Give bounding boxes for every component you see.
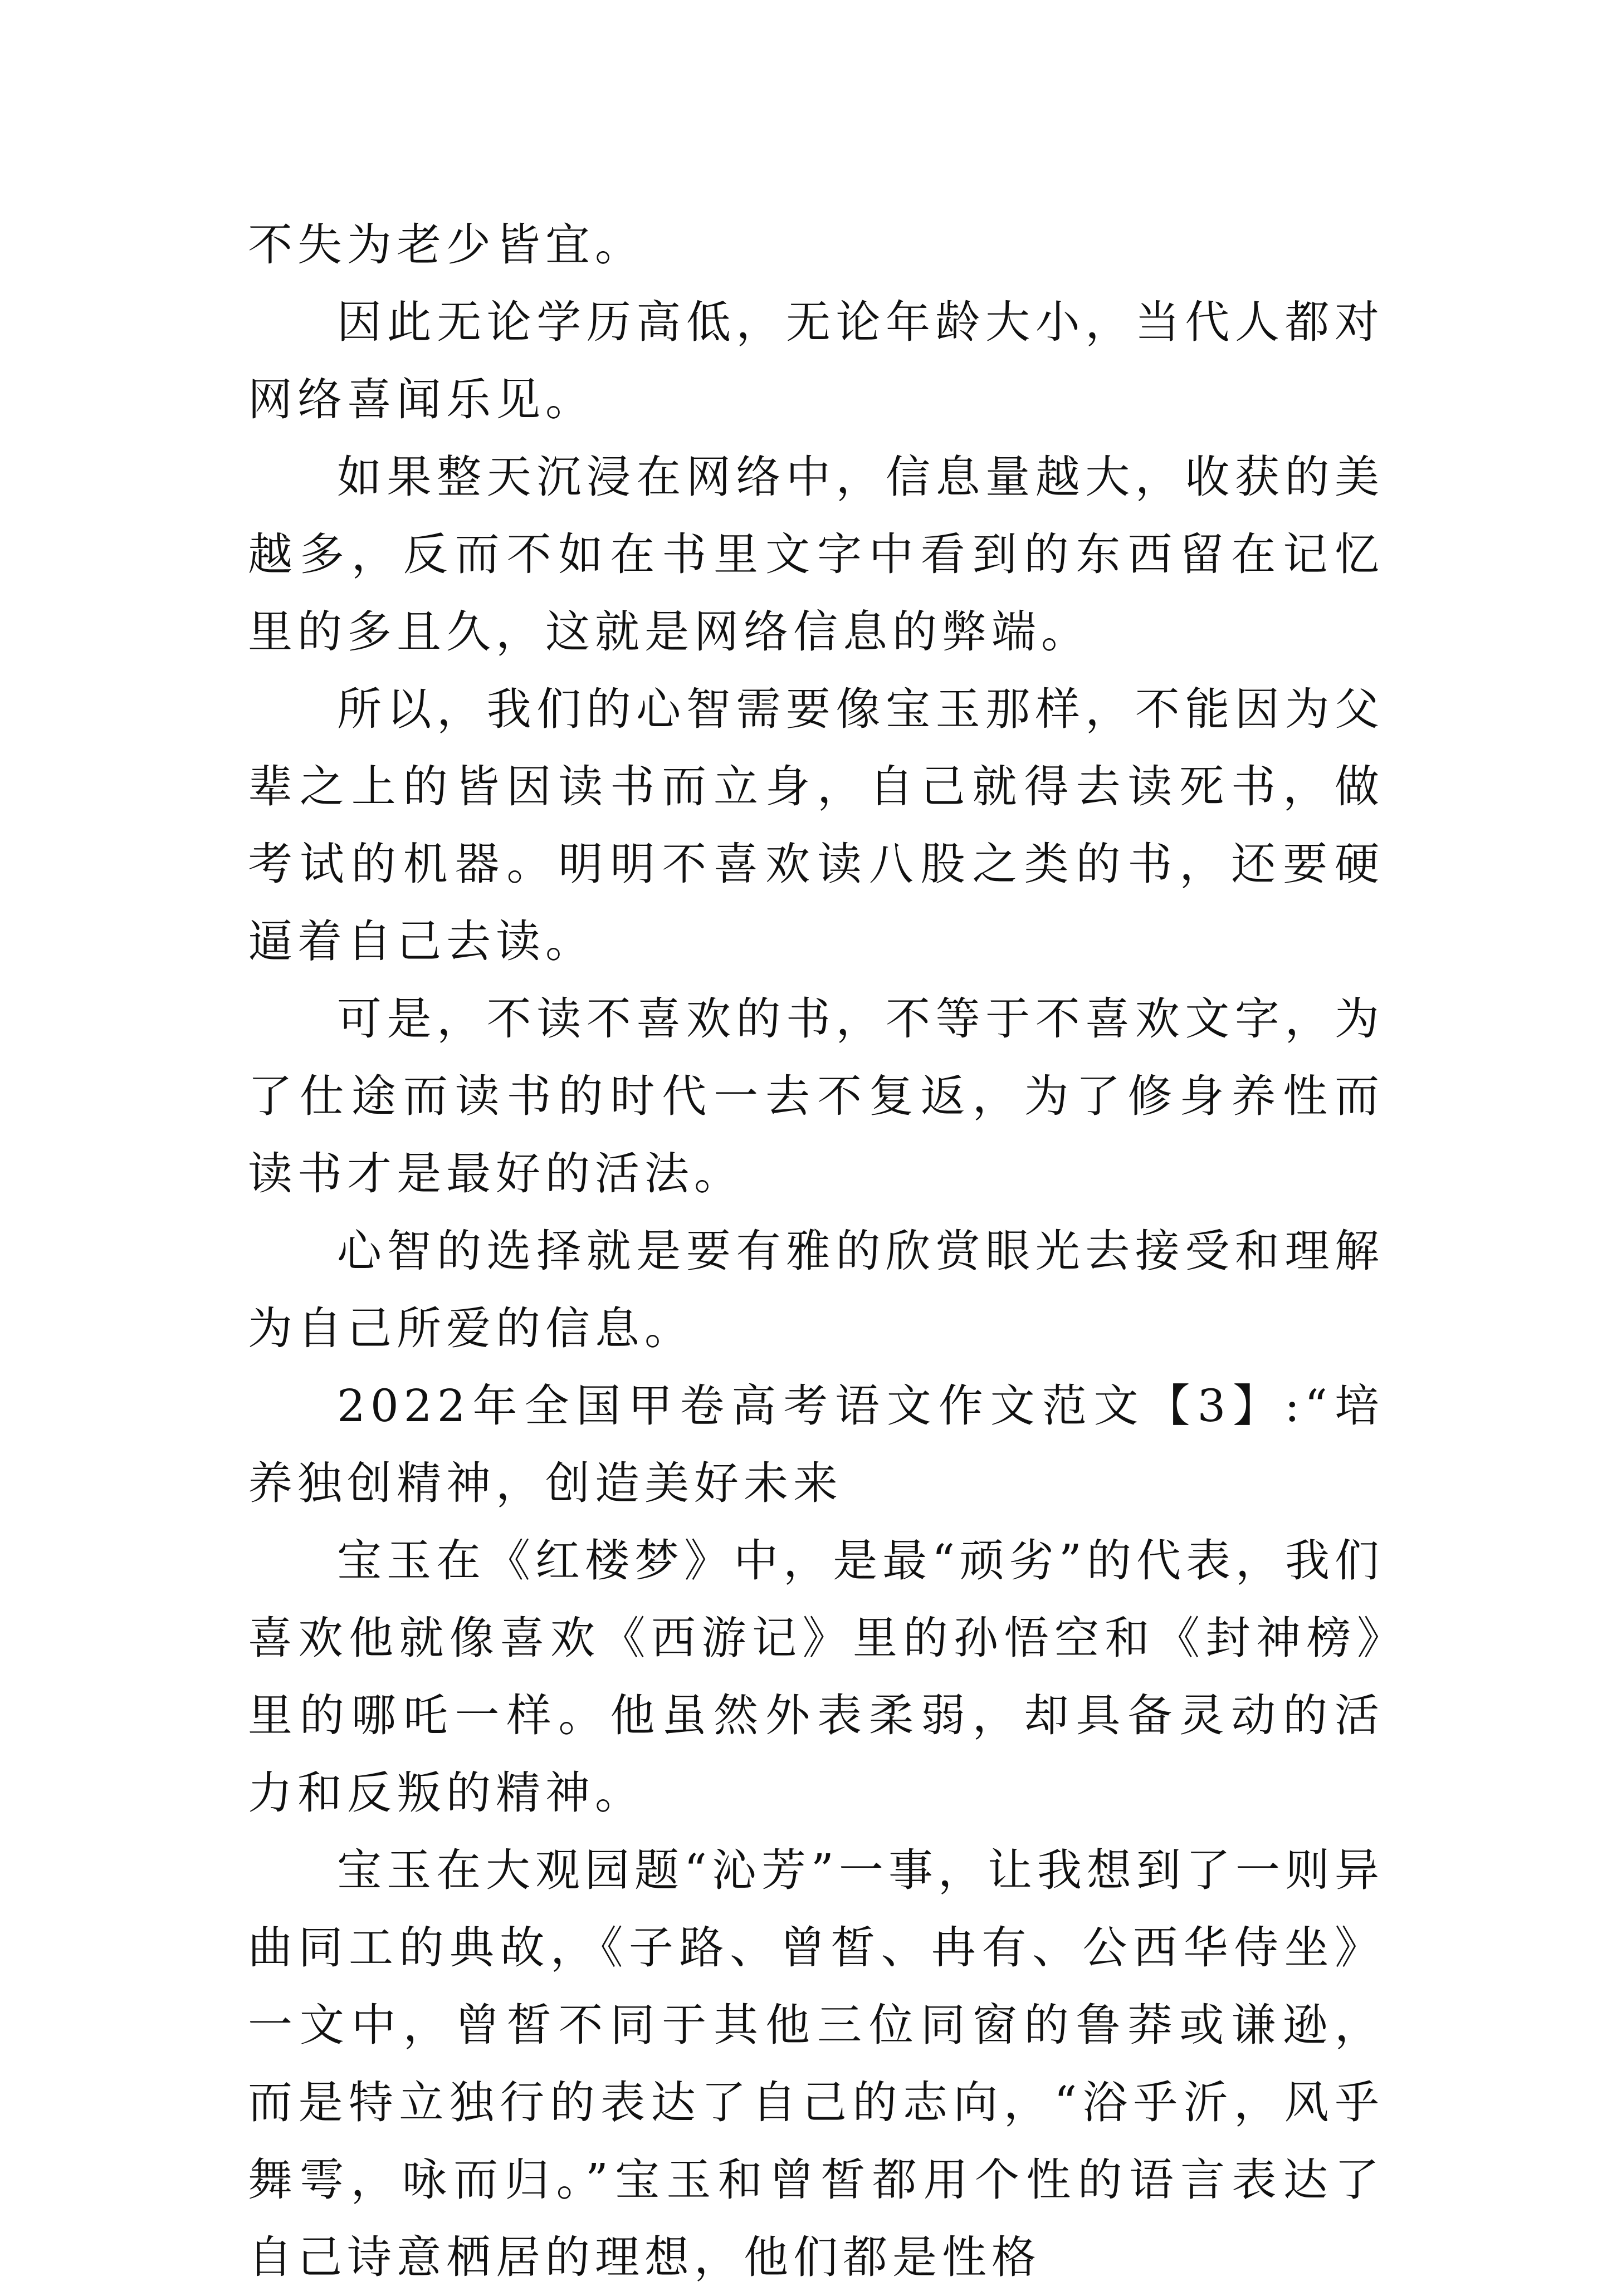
paragraph-1: 不失为老少皆宜。 (248, 219, 644, 271)
paragraph-4: 所以，我们的心智需要像宝玉那样，不能因为父辈之上的皆因读书而立身，自己就得去读死书，做考试的机器。明明不喜欢读八股之类的书，还要硬逼着自己去读。 (248, 683, 1384, 967)
paragraph-3: 如果整天沉浸在网络中，信息量越大，收获的美越多，反而不如在书里文字中看到的东西留在记忆里的多且久，这就是网络信息的弊端。 (248, 451, 1384, 658)
paragraph-8: 宝玉在大观园题“沁芳”一事，让我想到了一则异曲同工的典故，《子路、曾皙、冉有、公西华侍坐》一文中，曾皙不同于其他三位同窗的鲁莽或谦逊，而是特立独行的表达了自己的志向，“浴乎沂，风乎舞雩，咏而归。”宝玉和曾皙都用个性的语言表达了自己诗意栖居的理想，他们都是性格 (248, 1844, 1384, 2283)
paragraph-2: 因此无论学历高低，无论年龄大小，当代人都对网络喜闻乐见。 (248, 296, 1384, 425)
paragraph-7: 宝玉在《红楼梦》中，是最“顽劣”的代表，我们喜欢他就像喜欢《西游记》里的孙悟空和《封神榜》里的哪吒一样。他虽然外表柔弱，却具备灵动的活力和反叛的精神。 (248, 1535, 1384, 1819)
essay-heading: 2022年全国甲卷高考语文作文范文【3】:“培养独创精神，创造美好未来 (248, 1380, 1384, 1509)
paragraph-5: 可是，不读不喜欢的书，不等于不喜欢文字，为了仕途而读书的时代一去不复返，为了修身养性而读书才是最好的活法。 (248, 993, 1384, 1200)
document-body (248, 206, 1384, 2296)
paragraph-6: 心智的选择就是要有雅的欣赏眼光去接受和理解为自己所爱的信息。 (248, 1225, 1384, 1354)
